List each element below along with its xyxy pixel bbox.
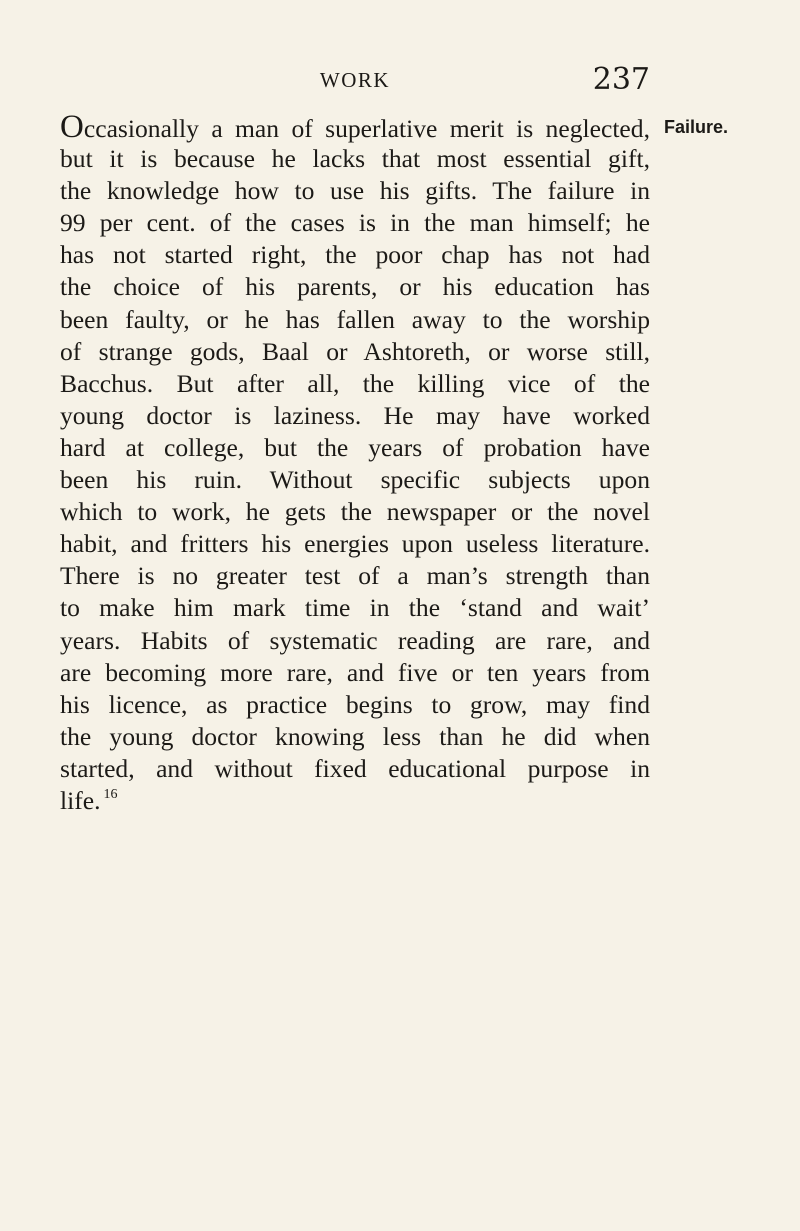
text-line: the choice of his parents, or his education has [60,272,650,302]
running-title: WORK [319,68,391,92]
last-line-text: life. [60,785,101,815]
text-line: 99 per cent. of the cases is in the man himself; he [60,208,650,238]
text-line: the knowledge how to use his gifts. The failure in [60,176,650,206]
text-line: are becoming more rare, and five or ten years from [60,657,650,687]
text-line: which to work, he gets the newspaper or the novel [60,497,650,527]
text-line: of strange gods, Baal or Ashtoreth, or worse still, [60,336,650,366]
text-line: young doctor is laziness. He may have worked [60,400,650,430]
text-line: Bacchus. But after all, the killing vice of the [60,368,650,398]
drop-cap: O [60,111,84,144]
text-line: been faulty, or he has fallen away to the worship [60,304,650,334]
text-line: but it is because he lacks that most essential gift, [60,144,650,174]
text-line: hard at college, but the years of probation have [60,432,650,462]
text-line: his licence, as practice begins to grow, may find [60,689,650,719]
running-head [60,62,650,102]
text-line: habit, and fritters his energies upon useless literature. [60,529,650,559]
text-line: started, and without fixed educational purpose in [60,753,650,783]
margin-note: Failure. [664,117,729,137]
text-line: There is no greater test of a man’s strength than [60,561,650,591]
text-line: has not started right, the poor chap has not had [60,240,650,270]
body-paragraph [60,111,650,817]
footnote-reference: 16 [103,786,118,802]
text-line: been his ruin. Without specific subjects upon [60,465,650,495]
text-line-1 [60,111,650,143]
first-line-text: ccasionally a man of superlative merit is neglected, [83,114,650,143]
text-line: years. Habits of systematic reading are rare, and [60,625,650,655]
text-line-last [60,785,650,817]
page-number: 237 [592,62,650,97]
text-line: the young doctor knowing less than he did when [60,721,650,751]
text-line: to make him mark time in the ‘stand and wait’ [60,593,650,623]
